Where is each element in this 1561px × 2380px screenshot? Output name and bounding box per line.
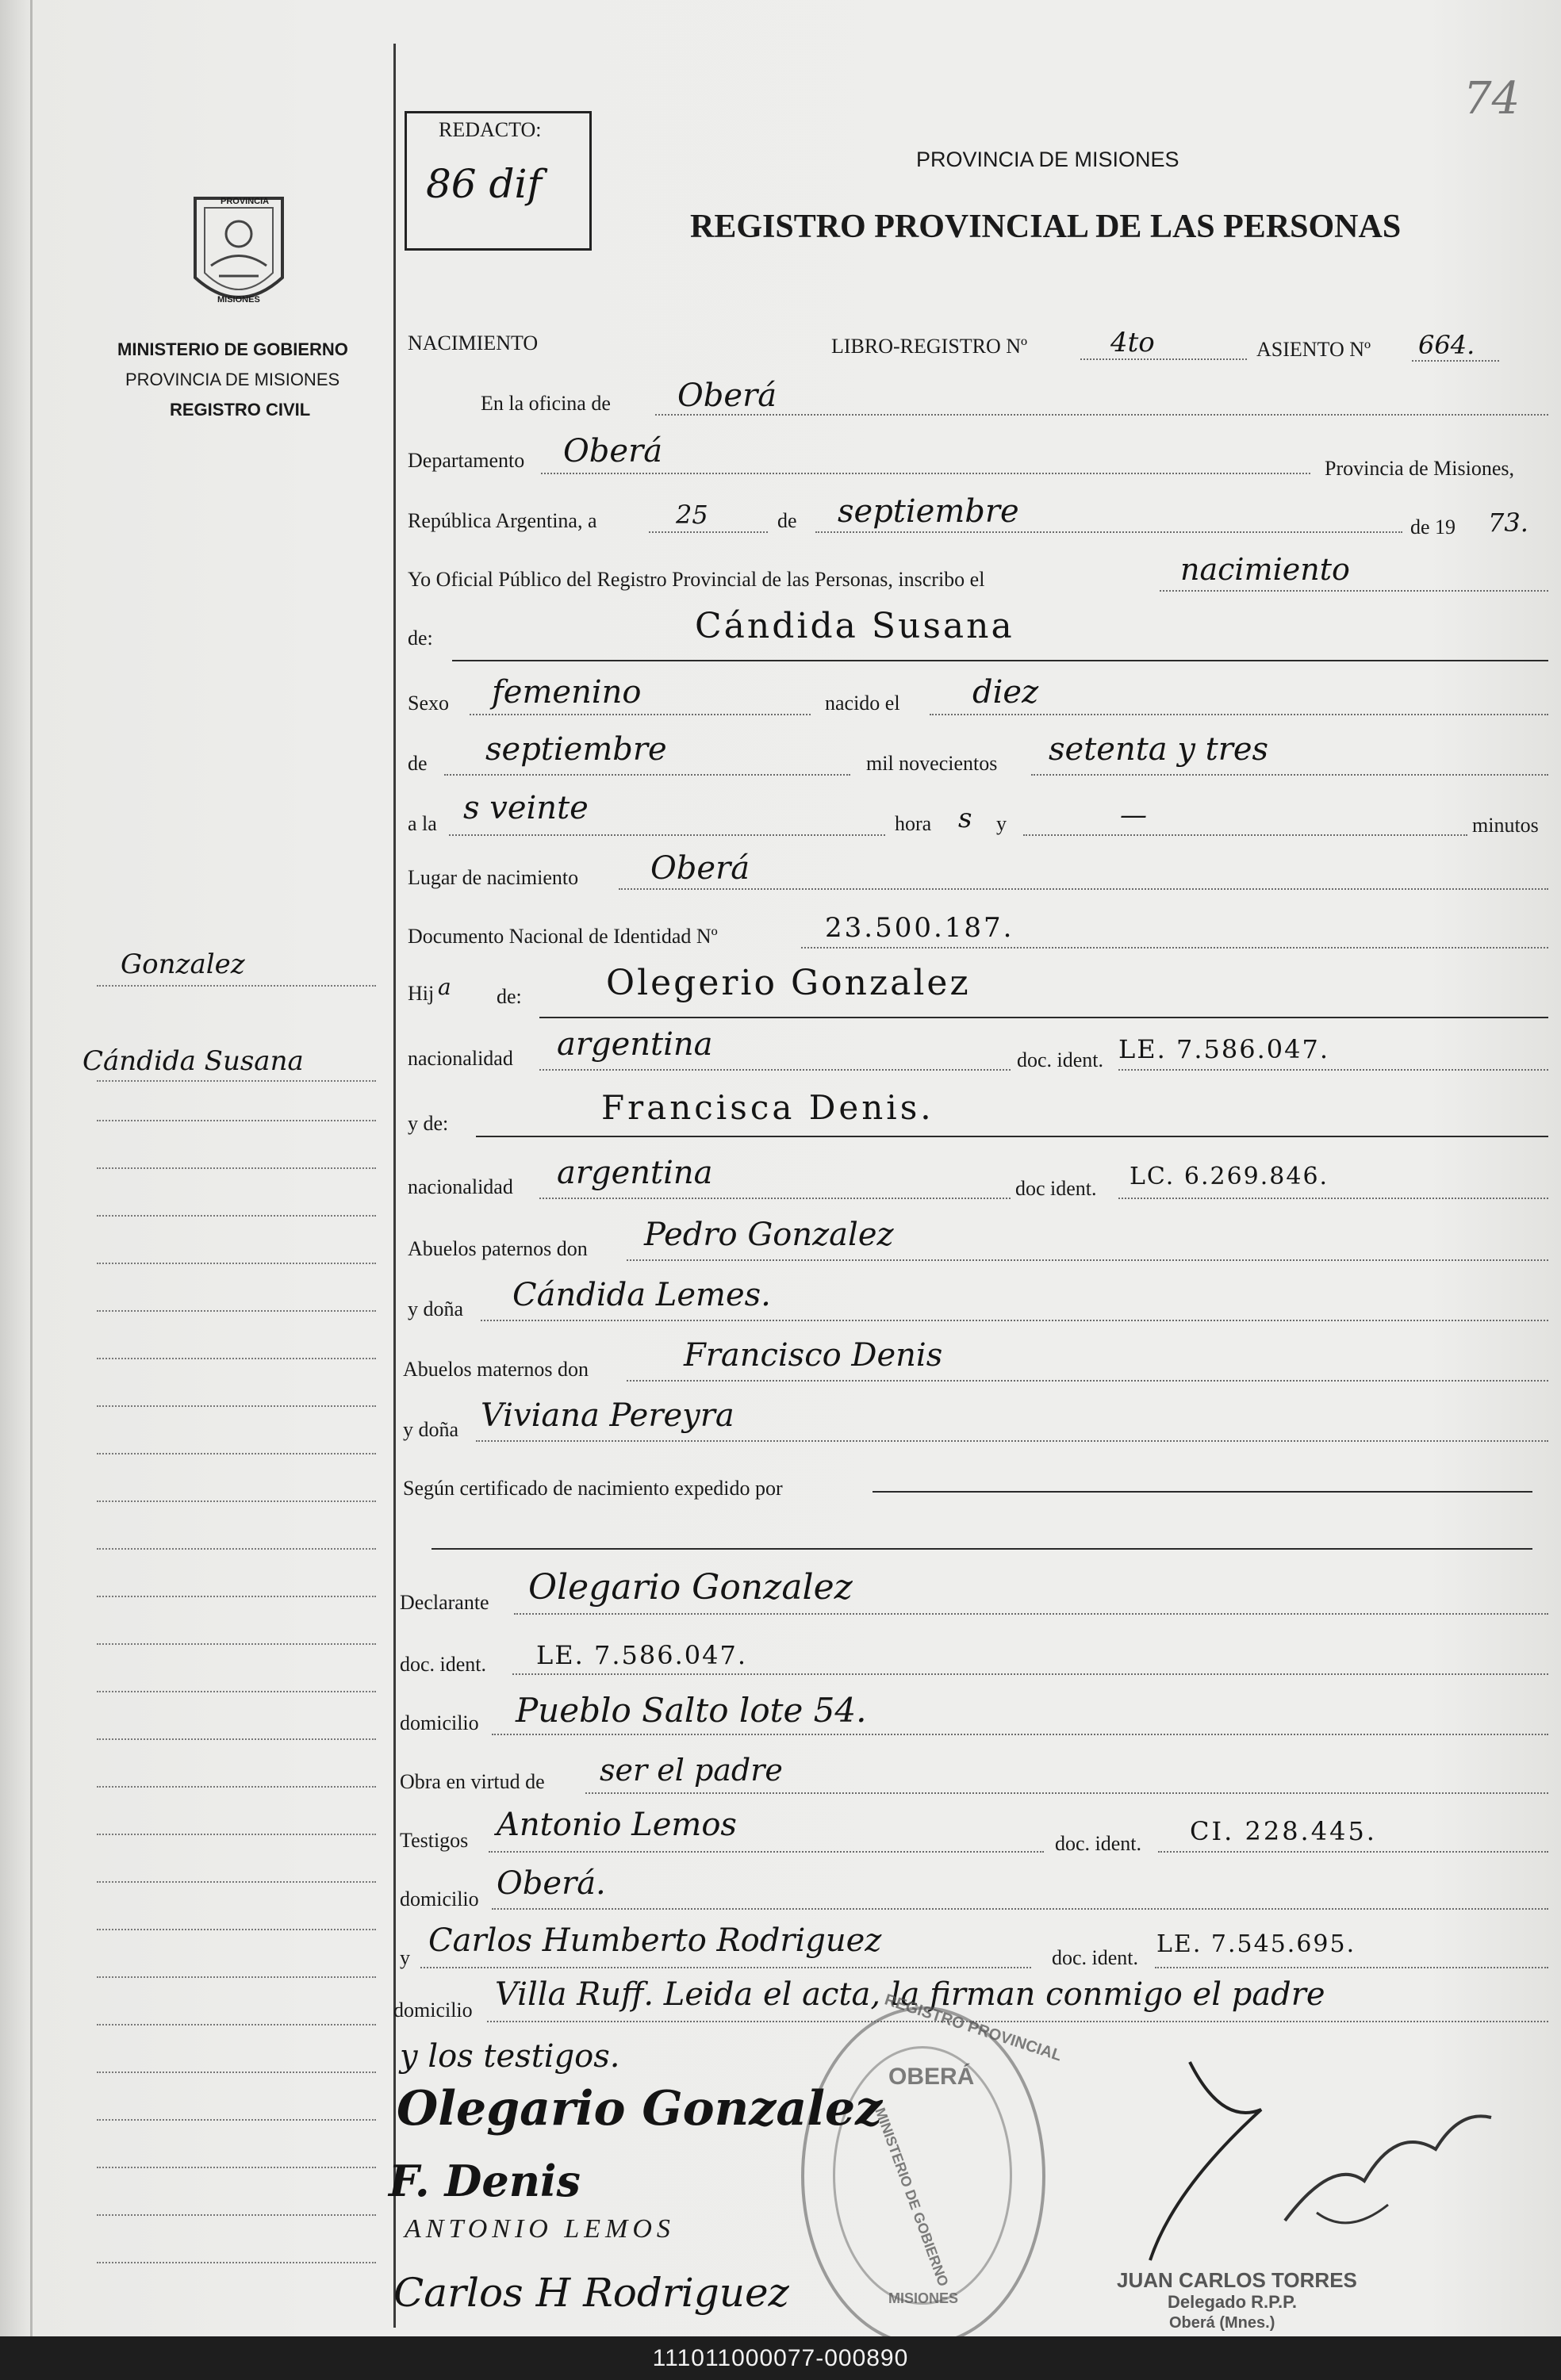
doct1-label: doc. ident.: [1055, 1832, 1142, 1855]
asiento-label: ASIENTO Nº: [1256, 338, 1371, 361]
docid1-label: doc. ident.: [1017, 1048, 1104, 1071]
side-line: [97, 1358, 376, 1359]
anio-label: de 19: [1410, 515, 1456, 538]
domicilio2-label: domicilio: [400, 1888, 479, 1911]
doct1-value: CI. 228.445.: [1190, 1816, 1377, 1846]
y2-label: y: [400, 1946, 410, 1969]
a-la-value: s veinte: [463, 790, 589, 826]
nacimiento-label: NACIMIENTO: [408, 332, 539, 355]
lugar-value: Oberá: [650, 850, 750, 887]
side-line: [97, 1120, 376, 1121]
hora-value: s: [958, 803, 972, 834]
oficina-label: En la oficina de: [481, 392, 611, 415]
ab-mat-value: Francisco Denis: [684, 1337, 943, 1374]
doct2-line: [1155, 1967, 1548, 1968]
side-line: [97, 1263, 376, 1264]
dona2-line: [476, 1440, 1548, 1442]
nacido-line: [930, 714, 1548, 715]
nac2-value: argentina: [557, 1155, 713, 1191]
mes-value: septiembre: [838, 493, 1019, 530]
side-line: [97, 1310, 376, 1312]
mil-label: mil novecientos: [866, 752, 998, 775]
mes2-value: septiembre: [485, 731, 667, 768]
sexo-line: [470, 714, 811, 715]
departamento-label: Departamento: [408, 449, 525, 472]
side-line: [97, 985, 376, 987]
ab-pat-line: [627, 1259, 1548, 1261]
padre-value: Olegerio Gonzalez: [606, 963, 971, 1003]
docid2-line: [1118, 1198, 1548, 1199]
de-nombre-label: de:: [408, 627, 433, 650]
redacto-label: REDACTO:: [439, 118, 542, 141]
domicilio1-line: [492, 1734, 1548, 1735]
side-line: [97, 1080, 376, 1082]
sexo-value: femenino: [492, 674, 642, 711]
nac1-label: nacionalidad: [408, 1047, 513, 1070]
anio-value: 73.: [1488, 508, 1528, 538]
dni-label: Documento Nacional de Identidad Nº: [408, 925, 718, 948]
lugar-label: Lugar de nacimiento: [408, 866, 579, 889]
stamp-text-bottom: MISIONES: [888, 2290, 959, 2306]
side-line: [97, 1596, 376, 1597]
testigos-label: Testigos: [400, 1829, 469, 1852]
nombre-line: [452, 660, 1548, 661]
asiento-line: [1412, 360, 1499, 362]
side-line: [97, 1881, 376, 1883]
side-line: [97, 1167, 376, 1169]
seal-text-bottom: MISIONES: [217, 295, 260, 305]
ab-pat-value: Pedro Gonzalez: [644, 1217, 894, 1253]
side-line: [97, 1738, 376, 1740]
docdecl-label: doc. ident.: [400, 1653, 487, 1676]
dona1-value: Cándida Lemes.: [512, 1277, 771, 1313]
docid2-label: doc ident.: [1015, 1177, 1097, 1200]
signature-declarante: Olegario Gonzalez: [397, 2081, 883, 2137]
side-line: [97, 1976, 376, 1978]
mil-value: setenta y tres: [1049, 731, 1269, 768]
obra-value: ser el padre: [600, 1753, 783, 1788]
provincia-suffix: Provincia de Misiones,: [1325, 457, 1515, 480]
domicilio3-label: domicilio: [393, 1999, 473, 2022]
side-line: [97, 2167, 376, 2168]
continuation-value: y los testigos.: [400, 2038, 620, 2075]
departamento-line: [541, 473, 1310, 474]
margin-divider: [393, 44, 396, 2328]
side-line: [97, 1691, 376, 1692]
nac2-label: nacionalidad: [408, 1175, 513, 1198]
seal-text-top: PROVINCIA: [221, 197, 270, 206]
side-line: [97, 2262, 376, 2263]
header-title: REGISTRO PROVINCIAL DE LAS PERSONAS: [690, 209, 1402, 245]
yo-oficial-value: nacimiento: [1180, 552, 1350, 587]
side-line: [97, 1643, 376, 1645]
libro-label: LIBRO-REGISTRO Nº: [831, 335, 1028, 358]
domicilio3-line: [487, 2021, 1548, 2022]
side-line: [97, 2071, 376, 2073]
hora-label: hora: [895, 812, 932, 835]
stamp-text-city: OBERÁ: [888, 2064, 975, 2090]
docid2-value: LC. 6.269.846.: [1130, 1163, 1329, 1190]
hijo-de-label: de:: [497, 985, 522, 1008]
side-line: [97, 1405, 376, 1407]
testigo1-line: [489, 1851, 1044, 1853]
page-edge-line: [30, 0, 33, 2336]
mil-line: [1031, 774, 1548, 776]
side-line: [97, 2119, 376, 2121]
ab-mat-line: [627, 1380, 1548, 1382]
side-line: [97, 1548, 376, 1550]
domicilio2-line: [492, 1908, 1548, 1910]
madre-value: Francisca Denis.: [601, 1088, 934, 1127]
signature-mother: F. Denis: [389, 2156, 581, 2206]
footer-id: 111011000077-000890: [652, 2344, 909, 2371]
de2-label: de: [408, 752, 428, 775]
segun-line-2: [431, 1548, 1532, 1550]
dona2-value: Viviana Pereyra: [481, 1397, 734, 1434]
official-signature-icon: [1126, 2030, 1507, 2268]
redacto-initials: 86 dif: [426, 161, 543, 207]
side-note-surname: Gonzalez: [121, 949, 245, 980]
a-la-line: [449, 834, 885, 836]
yo-oficial-line: [1160, 590, 1548, 592]
minutos-line: [1023, 834, 1467, 836]
docdecl-line: [512, 1673, 1548, 1675]
domicilio2-value: Oberá.: [497, 1865, 606, 1902]
stamp-text-side: MINISTERIO DE GOBIERNO: [872, 2106, 952, 2289]
segun-label: Según certificado de nacimiento expedido por: [403, 1477, 783, 1500]
libro-line: [1080, 358, 1247, 360]
side-line: [97, 2214, 376, 2216]
padre-line: [539, 1017, 1548, 1018]
domicilio3-value: Villa Ruff. Leida el acta, la firman conmigo el padre: [495, 1976, 1325, 2013]
y-label: y: [996, 812, 1007, 835]
ab-mat-label: Abuelos maternos don: [403, 1358, 589, 1381]
redacto-box: [405, 111, 592, 251]
left-header-ministry: MINISTERIO DE GOBIERNO: [117, 339, 348, 359]
declarante-line: [514, 1613, 1548, 1615]
asiento-value: 664.: [1418, 330, 1475, 360]
ab-pat-label: Abuelos paternos don: [408, 1237, 588, 1260]
side-line: [97, 1786, 376, 1788]
de-label: de: [777, 509, 797, 532]
stamp-text-top: REGISTRO PROVINCIAL: [882, 1991, 1064, 2065]
segun-line: [873, 1491, 1532, 1493]
libro-value: 4to: [1110, 327, 1155, 358]
dia-value: 25: [676, 500, 708, 530]
madre-line: [476, 1136, 1548, 1137]
mes-line: [815, 531, 1402, 533]
official-role: Delegado R.P.P.: [1168, 2292, 1298, 2312]
domicilio1-label: domicilio: [400, 1711, 479, 1734]
sexo-label: Sexo: [408, 692, 449, 715]
yde-label: y de:: [408, 1112, 449, 1135]
dona2-label: y doña: [403, 1418, 459, 1441]
footer-id-bar: [0, 2336, 1561, 2380]
nombre-value: Cándida Susana: [695, 606, 1014, 646]
docdecl-value: LE. 7.586.047.: [536, 1640, 747, 1670]
side-line: [97, 2024, 376, 2025]
signature-testigo-2: Carlos H Rodriguez: [393, 2270, 789, 2316]
dni-value: 23.500.187.: [825, 912, 1014, 944]
dona1-label: y doña: [408, 1297, 464, 1320]
side-line: [97, 1453, 376, 1454]
obra-line: [585, 1792, 1548, 1794]
domicilio1-value: Pueblo Salto lote 54.: [516, 1691, 867, 1730]
dia-line: [649, 531, 768, 533]
header-province: PROVINCIA DE MISIONES: [916, 148, 1179, 171]
departamento-value: Oberá: [563, 433, 663, 469]
nac1-value: argentina: [557, 1026, 713, 1063]
doct2-label: doc. ident.: [1052, 1946, 1139, 1969]
doct1-line: [1158, 1851, 1548, 1853]
docid1-value: LE. 7.586.047.: [1118, 1034, 1329, 1064]
nacido-value: diez: [972, 674, 1039, 711]
republica-label: República Argentina, a: [408, 509, 597, 532]
testigo1-value: Antonio Lemos: [497, 1807, 737, 1843]
left-header-province: PROVINCIA DE MISIONES: [125, 370, 340, 389]
minutos-label: minutos: [1472, 814, 1539, 837]
a-la-label: a la: [408, 812, 437, 835]
official-place: Oberá (Mnes.): [1169, 2314, 1275, 2332]
lugar-line: [619, 888, 1548, 890]
obra-label: Obra en virtud de: [400, 1770, 545, 1793]
side-line: [97, 1500, 376, 1502]
oficina-value: Oberá: [677, 378, 777, 414]
hijo-label: Hij: [408, 982, 435, 1005]
side-note-given-names: Cándida Susana: [82, 1045, 304, 1077]
left-header-registry: REGISTRO CIVIL: [170, 400, 311, 420]
docid1-line: [1118, 1069, 1548, 1071]
page-number: 74: [1463, 73, 1521, 125]
nac1-line: [539, 1069, 1011, 1071]
nac2-line: [539, 1198, 1011, 1199]
declarante-label: Declarante: [400, 1591, 489, 1614]
oficina-line: [655, 414, 1548, 416]
signature-testigo-1: ANTONIO LEMOS: [405, 2214, 675, 2244]
yo-oficial-text: Yo Oficial Público del Registro Provincial de las Personas, inscribo el: [408, 568, 985, 591]
side-line: [97, 1215, 376, 1217]
dni-line: [801, 947, 1548, 949]
side-line: [97, 1834, 376, 1835]
side-line: [97, 1929, 376, 1930]
hijo-suffix: a: [438, 974, 451, 1000]
dona1-line: [481, 1320, 1548, 1321]
official-name: JUAN CARLOS TORRES: [1117, 2268, 1357, 2292]
doct2-value: LE. 7.545.695.: [1156, 1930, 1356, 1958]
declarante-value: Olegario Gonzalez: [528, 1567, 853, 1608]
testigo2-line: [420, 1967, 1031, 1968]
minutos-value: —: [1120, 799, 1147, 831]
mes2-line: [444, 774, 850, 776]
testigo2-value: Carlos Humberto Rodriguez: [428, 1922, 882, 1959]
nacido-label: nacido el: [825, 692, 900, 715]
